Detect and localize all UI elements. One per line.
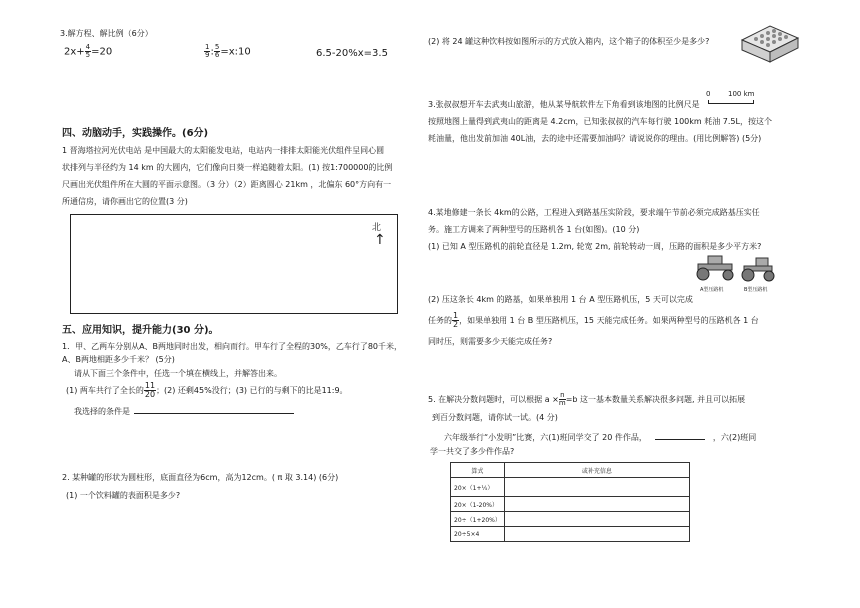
- roller-a-label: A型压路机: [700, 287, 724, 293]
- question-4: 4.某地修建一条长 4km的公路，工程进入到路基压实阶段，要求端午节前必须完成路基压实任 务。施工方调来了两种型号的压路机各 1 台(如图)。(10 分) (1) 已知 A 型压路机的前轮直径是 1.2m, 轮宽 2m, 前轮转动一周，压路的面积是多少平方米?: [428, 208, 762, 251]
- equation-3: 6.5-20%x=3.5: [316, 48, 388, 59]
- question-2-sub1: (1) 一个饮料罐的表面积是多少?: [66, 491, 181, 500]
- equation-2: $\frac{1}{9}$ : $\frac{5}{6}$ =x:10: [205, 43, 251, 59]
- question-5-line3: 六年级举行“小发明”比赛，六(1)班同学交了 20 件作品， ，六(2)班同: [444, 433, 757, 442]
- question-3: 3.张叔叔想开车去武夷山旅游，他从某导航软件左下角看到该地图的比例尺是 按照地图上量得到武夷山的距离是 4.2cm，已知张叔叔的汽车每行驶 100km 耗油 7.5L，按这个 耗油量，他出发前加油 40L油，去的途中还需要加油吗？请说说你的理由。(用比例解答) (5分): [428, 100, 772, 143]
- table-row: [451, 478, 690, 497]
- question-1-instruction: 请从下面三个条件中，任选一个填在横线上，并解答出来。: [74, 369, 282, 378]
- table-row: [451, 497, 690, 512]
- table-cell-formula: 20×（1-20%）: [451, 497, 505, 512]
- question-5-line4: 学一共交了多少件作品?: [430, 447, 515, 456]
- table-cell-formula: 20÷5×4: [451, 527, 505, 542]
- drink-box-icon: [738, 18, 802, 64]
- table-cell-formula: 20÷（1+20%）: [451, 512, 505, 527]
- table-cell-info[interactable]: [504, 497, 689, 512]
- scale-distance-label: 100 km: [728, 90, 755, 98]
- question-1: 1．甲、乙两车分别从A、B两地同时出发，相向而行。甲车行了全程的30%，乙车行了80千米， A、B两地相距多少千米？ (5分): [62, 342, 403, 364]
- question-1-conditions: (1) 两车共行了全长的 $\frac{11}{20}$ ；(2) 还剩45%没行；(3) 已行的与剩下的比是11:9。: [66, 381, 348, 399]
- scale-zero-label: 0: [706, 90, 711, 98]
- formula-table: [450, 462, 690, 542]
- question-1-choice: 我选择的条件是: [74, 406, 294, 417]
- table-row: [451, 527, 690, 542]
- table-cell-info[interactable]: [504, 512, 689, 527]
- scale-bar: [706, 90, 758, 108]
- north-label: 北: [372, 223, 382, 233]
- table-cell-formula: 20×（1+⅕）: [451, 478, 505, 497]
- table-header: 或补充信息: [504, 463, 689, 478]
- question-4-sub2-line3: 同时压，则需要多少天能完成任务?: [428, 337, 553, 346]
- north-arrow-icon: ↑: [374, 232, 386, 248]
- drawing-area[interactable]: [70, 214, 398, 314]
- table-row: [451, 512, 690, 527]
- table-cell-info[interactable]: [504, 478, 689, 497]
- question-5-line1: 5. 在解决分数问题时，可以根据 a × $\frac{n}{m}$ =b 这一基本数量关系解决很多问题, 并且可以拓展: [428, 391, 746, 407]
- roller-a-icon: [694, 254, 740, 282]
- question-4-sub2-line1: (2) 压这条长 4km 的路基，如果单独用 1 台 A 型压路机压，5 天可以完成: [428, 295, 693, 304]
- roller-b-label: B型压路机: [744, 287, 768, 293]
- question-5-blank[interactable]: [655, 439, 705, 440]
- equation-1: 2x+ $\frac{4}{5}$ =20: [64, 43, 113, 59]
- table-cell-info[interactable]: [504, 527, 689, 542]
- section-4-text: 1 晋海塔拉河光伏电站 是中国最大的太阳能发电站，电站内一排排太阳能光伏组件呈同心圆 状排列与半径约为 14 km 的大圆内，它们像向日葵一样追随着太阳。(1) 按1:700000的比例 尺画出光伏组件所在大圆的平面示意图。（3 分）（2）距离圆心 21km ，北偏东 60°方向有一 所通信房，请你画出它的位置(3 分): [62, 146, 393, 206]
- question-4-sub2-line2: 任务的 $\frac{1}{2}$ ，如果单独用 1 台 B 型压路机压，15 天能完成任务。如果两种型号的压路机各 1 台: [428, 311, 759, 329]
- section-4-title: 四、动脑动手，实践操作。(6分): [62, 128, 209, 139]
- table-header: 算式: [451, 463, 505, 478]
- question-5-line2: 到百分数问题，请你试一试。(4 分): [432, 413, 558, 422]
- section-3-header: 3.解方程、解比例（6分）: [60, 29, 153, 38]
- roller-b-icon: [738, 256, 778, 282]
- section-5-title: 五、应用知识，提升能力(30 分)。: [62, 325, 219, 336]
- condition-answer-blank[interactable]: [134, 413, 294, 414]
- table-header-row: [451, 463, 690, 478]
- question-2: 2. 某种罐的形状为圆柱形，底面直径为6cm，高为12cm。( π 取 3.14) (6分): [62, 473, 339, 482]
- question-2-sub2: (2) 将 24 罐这种饮料按如图所示的方式放入箱内，这个箱子的体积至少是多少?: [428, 37, 710, 46]
